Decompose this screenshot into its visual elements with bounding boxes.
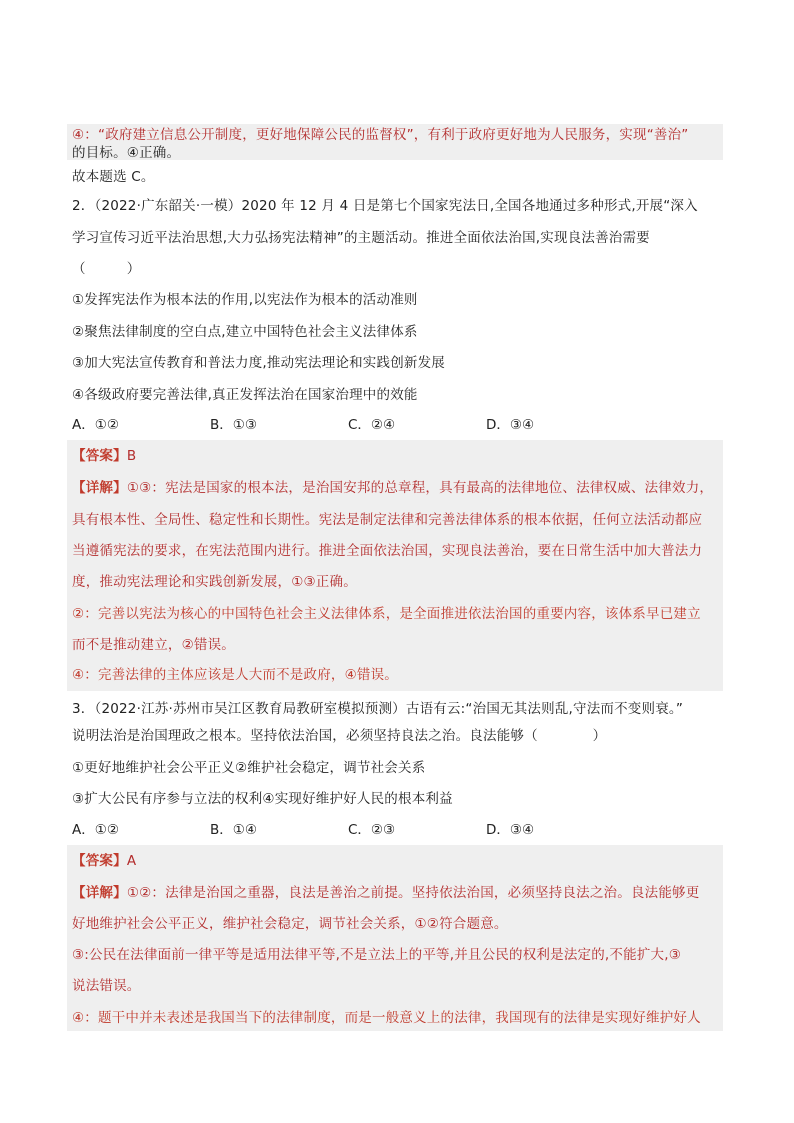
- q2-detail-line: 具有根本性、全局性、稳定性和长期性。宪法是制定法律和完善法律体系的根本依据，任何立法活动都应: [72, 512, 703, 528]
- q2-statement-1: ①发挥宪法作为根本法的作用,以宪法作为根本的活动准则: [72, 292, 418, 308]
- q3-option-d: D．③④: [486, 822, 535, 838]
- q2-statement-4: ④各级政府要完善法律,真正发挥法治在国家治理中的效能: [72, 387, 418, 403]
- q2-detail-line: ②：完善以宪法为核心的中国特色社会主义法律体系，是全面推进依法治国的重要内容，该体系早已建立: [72, 606, 701, 622]
- q3-detail-line: ③:公民在法律面前一律平等是适用法律平等,不是立法上的平等,并且公民的权利是法定的,不能扩大,③: [72, 947, 682, 963]
- q2-option-b: B．①③: [210, 417, 257, 433]
- q3-option-c: C．②③: [348, 822, 396, 838]
- q3-option-a: A．①②: [72, 822, 119, 838]
- q2-option-c: C．②④: [348, 417, 396, 433]
- q3-detail-line: ④：题干中并未表述是我国当下的法律制度，而是一般意义上的法律，我国现有的法律是实现好维护好人: [72, 1010, 701, 1026]
- q3-stem-line: 3．（2022·江苏·苏州市吴江区教育局教研室模拟预测）古语有云:“治国无其法则乱,守法而不变则衰。”: [72, 701, 684, 717]
- q3-answer-band: [67, 845, 723, 1031]
- q2-option-a: A．①②: [72, 417, 119, 433]
- q2-blank: （ ）: [72, 261, 141, 277]
- q3-statements-3-4: ③扩大公民有序参与立法的权利④实现好维护好人民的根本利益: [72, 791, 453, 807]
- q2-detail-line: 而不是推动建立，②错误。: [72, 637, 236, 653]
- q2-option-d: D．③④: [486, 417, 535, 433]
- detail-tag: 【详解】: [72, 885, 127, 901]
- q2-statement-3: ③加大宪法宣传教育和普法力度,推动宪法理论和实践创新发展: [72, 355, 445, 371]
- q1-explanation-line: ④：“政府建立信息公开制度，更好地保障公民的监督权”，有利于政府更好地为人民服务，实现“善治”: [72, 127, 689, 143]
- q3-option-b: B．①④: [210, 822, 257, 838]
- q2-statement-2: ②聚焦法律制度的空白点,建立中国特色社会主义法律体系: [72, 324, 418, 340]
- q2-detail-line: 度，推动宪法理论和实践创新发展，①③正确。: [72, 574, 357, 590]
- q3-detail-line: 好地维护社会公平正义，维护社会稳定，调节社会关系，①②符合题意。: [72, 916, 508, 932]
- q3-stem-line: 说明法治是治国理政之根本。坚持依法治国，必须坚持良法之治。良法能够（ ）: [72, 728, 607, 744]
- q1-explanation-line: 的目标。④正确。: [72, 145, 181, 161]
- q2-detail-line: 当遵循宪法的要求，在宪法范围内进行。推进全面依法治国，实现良法善治，要在日常生活中加大普法力: [72, 543, 703, 559]
- q2-answer: [72, 447, 722, 465]
- q2-detail-line: ④：完善法律的主体应该是人大而不是政府，④错误。: [72, 667, 399, 683]
- q2-stem-line: 学习宣传习近平法治思想,大力弘扬宪法精神”的主题活动。推进全面依法治国,实现良法善治需要: [72, 230, 650, 246]
- q3-answer: [72, 852, 722, 870]
- answer-tag: 【答案】: [72, 853, 127, 869]
- q2-detail-line: 【详解】①③：宪法是国家的根本法，是治国安邦的总章程，具有最高的法律地位、法律权威、法律效力，: [72, 480, 714, 496]
- q3-statements-1-2: ①更好地维护社会公平正义②维护社会稳定，调节社会关系: [72, 760, 426, 776]
- detail-tag: 【详解】: [72, 480, 127, 496]
- q2-stem-line: 2．（2022·广东韶关·一模）2020 年 12 月 4 日是第七个国家宪法日,全国各地通过多种形式,开展“深入: [72, 198, 698, 214]
- answer-value: A: [126, 853, 137, 869]
- answer-value: B: [126, 448, 137, 464]
- q1-conclusion: 故本题选 C。: [72, 169, 155, 185]
- q3-detail-line: 【详解】①②：法律是治国之重器，良法是善治之前提。坚持依法治国，必须坚持良法之治。良法能够更: [72, 885, 700, 901]
- q3-detail-line: 说法错误。: [72, 978, 141, 994]
- answer-tag: 【答案】: [72, 448, 127, 464]
